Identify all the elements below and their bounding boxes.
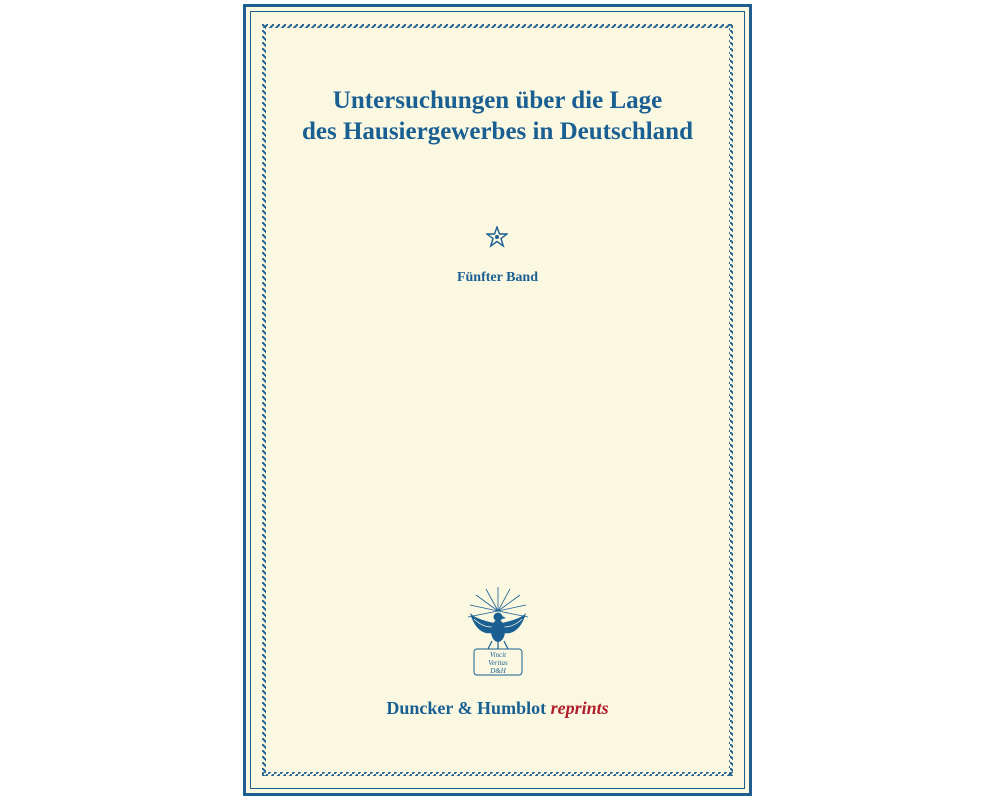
publisher-imprint (246, 698, 749, 719)
book-title-line-1: Untersuchungen über die Lage (332, 87, 663, 114)
book-title (246, 85, 749, 147)
publisher-series-reprints: reprints (550, 698, 609, 718)
star-icon (486, 226, 508, 248)
logo-monogram: D&H (490, 667, 506, 675)
logo-motto-line-1: Vincit (489, 651, 507, 659)
eagle-emblem-icon (458, 583, 538, 679)
volume-label: Fünfter Band (456, 270, 539, 285)
publisher-name: Duncker & Humblot (386, 698, 547, 718)
book-cover (243, 4, 752, 796)
logo-motto-line-2: Veritas (488, 659, 508, 667)
book-title-line-2: des Hausiergewerbes in Deutschland (302, 118, 693, 145)
